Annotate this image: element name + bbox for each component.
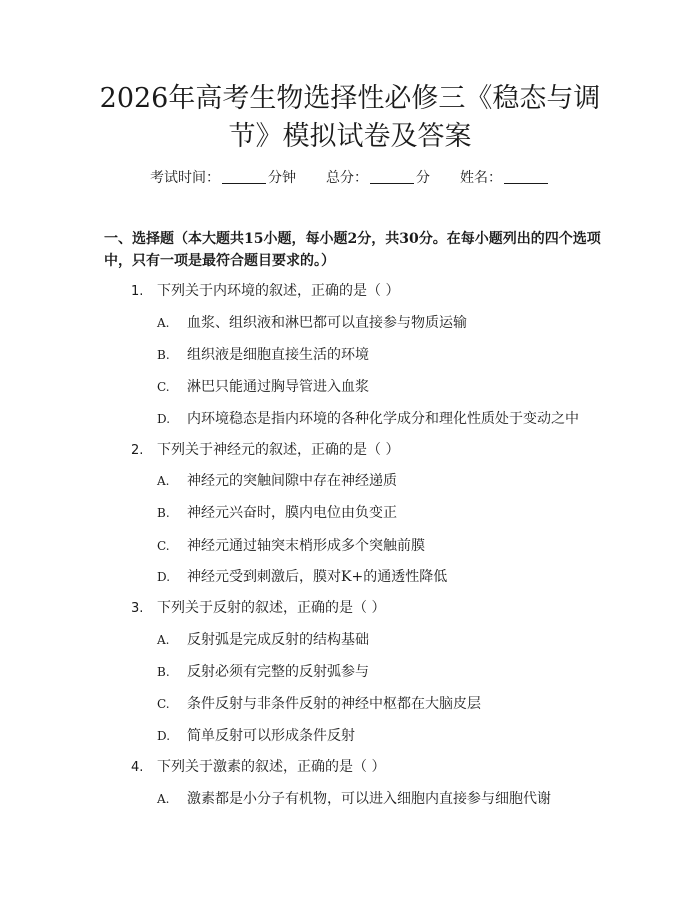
option-text: 血浆、组织液和淋巴都可以直接参与物质运输 <box>187 315 467 331</box>
name-blank <box>504 169 548 184</box>
option-letter: B. <box>157 506 170 520</box>
option-text: 反射弧是完成反射的结构基础 <box>187 632 369 648</box>
option-3b <box>157 662 369 682</box>
exam-meta <box>0 168 700 188</box>
option-letter: A. <box>157 316 170 330</box>
option-4a <box>157 789 551 809</box>
option-3a <box>157 630 369 650</box>
option-text: 神经元的突触间隙中存在神经递质 <box>187 473 397 489</box>
score-unit: 分 <box>416 170 430 186</box>
option-letter: D. <box>157 729 171 743</box>
option-text: 内环境稳态是指内环境的各种化学成分和理化性质处于变动之中 <box>187 411 579 427</box>
option-3c <box>157 694 481 714</box>
option-text: 神经元通过轴突末梢形成多个突触前膜 <box>187 538 425 554</box>
time-blank <box>222 169 266 184</box>
option-letter: A. <box>157 474 170 488</box>
option-3d <box>157 726 355 746</box>
question-4 <box>131 757 385 778</box>
option-letter: B. <box>157 665 170 679</box>
option-text: 组织液是细胞直接生活的环境 <box>187 347 369 363</box>
question-number: 1. <box>131 284 144 299</box>
question-stem: 下列关于神经元的叙述，正确的是（ ） <box>157 442 400 458</box>
question-stem: 下列关于内环境的叙述，正确的是（ ） <box>157 283 400 299</box>
option-text: 激素都是小分子有机物，可以进入细胞内直接参与细胞代谢 <box>187 791 551 807</box>
option-letter: D. <box>157 412 171 426</box>
question-number: 4. <box>131 760 144 775</box>
question-3 <box>131 598 385 619</box>
option-letter: C. <box>157 539 170 553</box>
option-letter: A. <box>157 633 170 647</box>
option-2c <box>157 536 425 556</box>
option-2b <box>157 503 397 523</box>
option-1b <box>157 345 369 365</box>
option-letter: C. <box>157 697 170 711</box>
score-label: 总分： <box>326 170 368 186</box>
question-1 <box>131 281 399 302</box>
question-2 <box>131 440 399 461</box>
option-letter: D. <box>157 570 171 584</box>
option-letter: B. <box>157 348 170 362</box>
time-unit: 分钟 <box>268 170 296 186</box>
option-letter: C. <box>157 380 170 394</box>
option-1a <box>157 313 467 333</box>
option-text: 条件反射与非条件反射的神经中枢都在大脑皮层 <box>187 696 481 712</box>
option-2a <box>157 471 397 491</box>
page-title <box>60 80 640 156</box>
option-text: 简单反射可以形成条件反射 <box>187 728 355 744</box>
question-stem: 下列关于激素的叙述，正确的是（ ） <box>157 759 386 775</box>
question-stem: 下列关于反射的叙述，正确的是（ ） <box>157 600 386 616</box>
option-1c <box>157 377 369 397</box>
option-text: 淋巴只能通过胸导管进入血浆 <box>187 379 369 395</box>
option-text: 反射必须有完整的反射弧参与 <box>187 664 369 680</box>
option-letter: A. <box>157 792 170 806</box>
option-2d <box>157 567 447 587</box>
question-number: 2. <box>131 443 144 458</box>
section-heading: 一、选择题（本大题共15小题，每小题2分，共30分。在每小题列出的四个选项中，只有一项是最符合题目要求的。） <box>104 231 601 269</box>
question-number: 3. <box>131 601 144 616</box>
option-1d <box>157 409 579 429</box>
name-label: 姓名： <box>460 170 502 186</box>
option-text: 神经元受到刺激后，膜对K+的通透性降低 <box>187 569 448 585</box>
option-text: 神经元兴奋时，膜内电位由负变正 <box>187 505 397 521</box>
score-blank <box>370 169 414 184</box>
title-line-2: 节》模拟试卷及答案 <box>228 121 472 152</box>
time-label: 考试时间： <box>150 170 220 186</box>
title-line-1: 2026年高考生物选择性必修三《稳态与调 <box>99 83 601 114</box>
